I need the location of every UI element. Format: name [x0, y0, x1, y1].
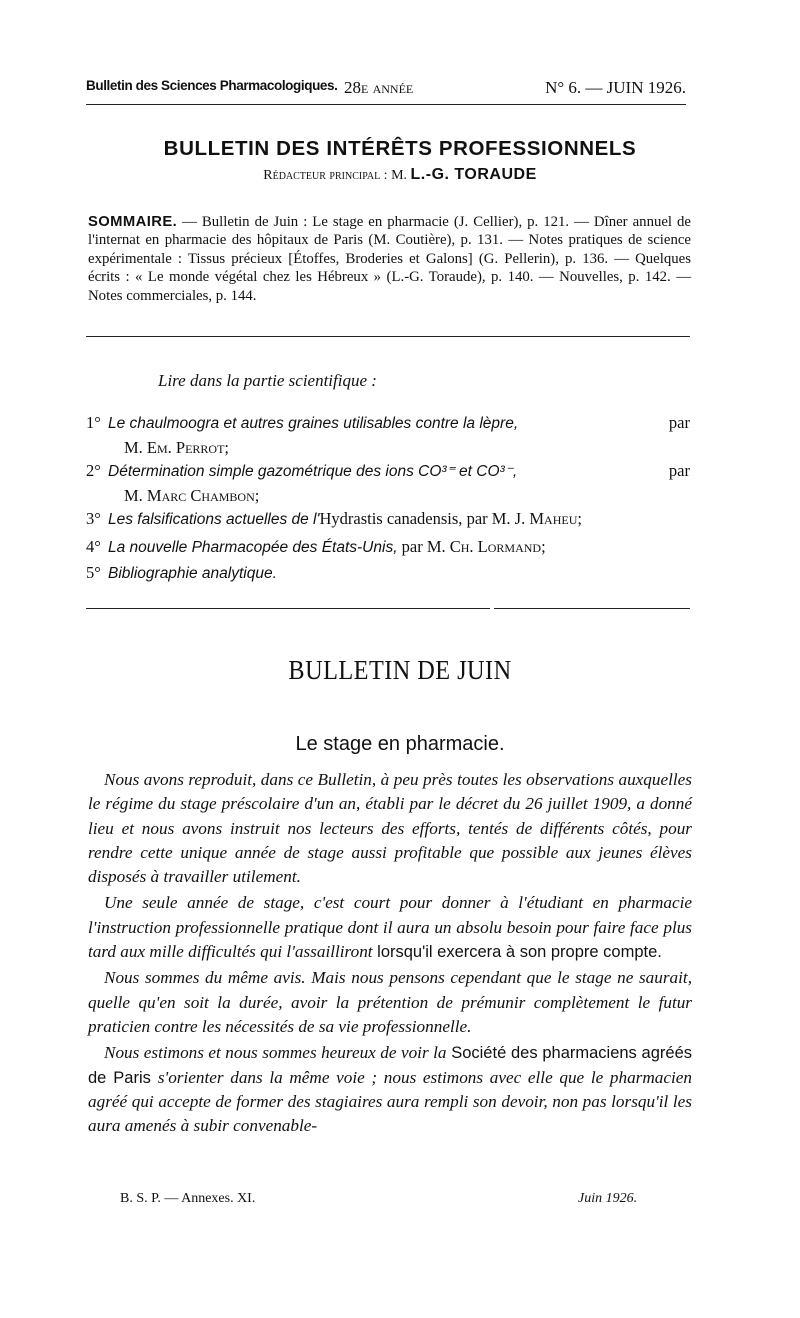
- scientific-item-1: [86, 411, 690, 460]
- sommaire-label: SOMMAIRE.: [88, 214, 178, 230]
- item-author: M. Marc Chambon;: [124, 486, 260, 505]
- item-title: Les falsifications actuelles de l': [108, 511, 320, 528]
- paragraph-3: Nous sommes du même avis. Mais nous pensons cependant que le stage ne saurait, quelle qu'en soit la durée, avoir la prétention de prémunir complètement le futur praticien contre les nécessités de sa vie professionnelle.: [88, 968, 692, 1036]
- scientific-item-5: [86, 561, 690, 586]
- item-by: par: [401, 537, 423, 556]
- section-rule-right: [494, 608, 690, 609]
- issue-label: N° 6. — JUIN 1926.: [545, 78, 686, 97]
- header-rule: [86, 104, 686, 105]
- journal-name: Bulletin des Sciences Pharmacologiques.: [86, 78, 338, 93]
- item-by: par: [466, 509, 488, 528]
- editor-label: Rédacteur principal :: [263, 168, 388, 183]
- editor-line: [0, 166, 800, 184]
- item-title: Détermination simple gazométrique des ions CO³⁼ et CO³⁻,: [108, 463, 518, 480]
- item-number: 5°: [86, 563, 101, 582]
- scientific-item-4: [86, 535, 690, 560]
- item-number: 3°: [86, 509, 101, 528]
- article-body: [88, 768, 692, 1140]
- sommaire-rule: [86, 336, 690, 337]
- footer-left: B. S. P. — Annexes. XI.: [120, 1191, 256, 1206]
- footer-right: Juin 1926.: [578, 1191, 638, 1206]
- sommaire: [88, 213, 691, 305]
- editor-name: L.-G. TORAUDE: [410, 166, 537, 183]
- item-by: par: [668, 413, 690, 432]
- item-number: 1°: [86, 413, 101, 432]
- item-by: par: [668, 461, 690, 480]
- section-title: BULLETIN DES INTÉRÊTS PROFESSIONNELS: [163, 137, 637, 160]
- bulletin-title: BULLETIN DE JUIN: [288, 655, 512, 685]
- item-title-latin: Hydrastis canadensis,: [319, 509, 463, 528]
- item-author: M. Em. Perrot;: [124, 438, 230, 457]
- year-label: 28e année: [344, 78, 414, 97]
- editor-prefix: M.: [391, 168, 408, 183]
- scientific-intro: Lire dans la partie scientifique :: [158, 371, 377, 390]
- item-number: 4°: [86, 537, 101, 556]
- paragraph-4: Nous estimons et nous sommes heureux de voir la Société des pharmaciens agréés de Paris s'orienter dans la même voie ; nous estimons avec elle que le pharmacien agréé qui accepte de former des stagiaires aura rempli son devoir, non pas lorsqu'il les aura amenés à subir convenable-: [88, 1043, 693, 1136]
- scientific-item-3: [86, 507, 690, 532]
- item-title: Bibliographie analytique.: [108, 565, 277, 582]
- item-number: 2°: [86, 461, 101, 480]
- sommaire-text: — Bulletin de Juin : Le stage en pharmacie (J. Cellier), p. 121. — Dîner annuel de l'internat en pharmacie des hôpitaux de Paris (M. Coutière), p. 131. — Notes pratiques de science expérimentale : Tissus précieux [Étoffes, Broderies et Galons] (G. Pellerin), p. 136. — Quelques écrits : « Le monde végétal chez les Hébreux » (L.-G. Toraude), p. 140. — Nouvelles, p. 142. — Notes commerciales, p. 144.: [88, 214, 691, 304]
- item-author: M. Ch. Lormand;: [426, 537, 546, 556]
- article-title: Le stage en pharmacie.: [295, 733, 505, 755]
- scientific-item-2: [86, 459, 690, 508]
- item-title: Le chaulmoogra et autres graines utilisables contre la lèpre,: [108, 415, 519, 432]
- paragraph-1: Nous avons reproduit, dans ce Bulletin, à peu près toutes les observations auxquelles le régime du stage préscolaire d'un an, établi par le décret du 26 juillet 1909, a donné lieu et nous avons instruit nos lecteurs des efforts, tentés de différents côtés, pour rendre cette unique année de stage aussi profitable que possible aux jeunes élèves disposés à travailler utilement.: [88, 770, 692, 887]
- item-author: M. J. Maheu;: [491, 509, 582, 528]
- section-rule-left: [86, 608, 490, 609]
- paragraph-2: Une seule année de stage, c'est court pour donner à l'étudiant en pharmacie l'instruction professionnelle pratique dont il aura un absolu besoin pour faire face plus tard aux mille difficultés qui l'assailliront lorsqu'il exercera à son propre compte.: [88, 893, 692, 962]
- item-title: La nouvelle Pharmacopée des États-Unis,: [108, 539, 398, 556]
